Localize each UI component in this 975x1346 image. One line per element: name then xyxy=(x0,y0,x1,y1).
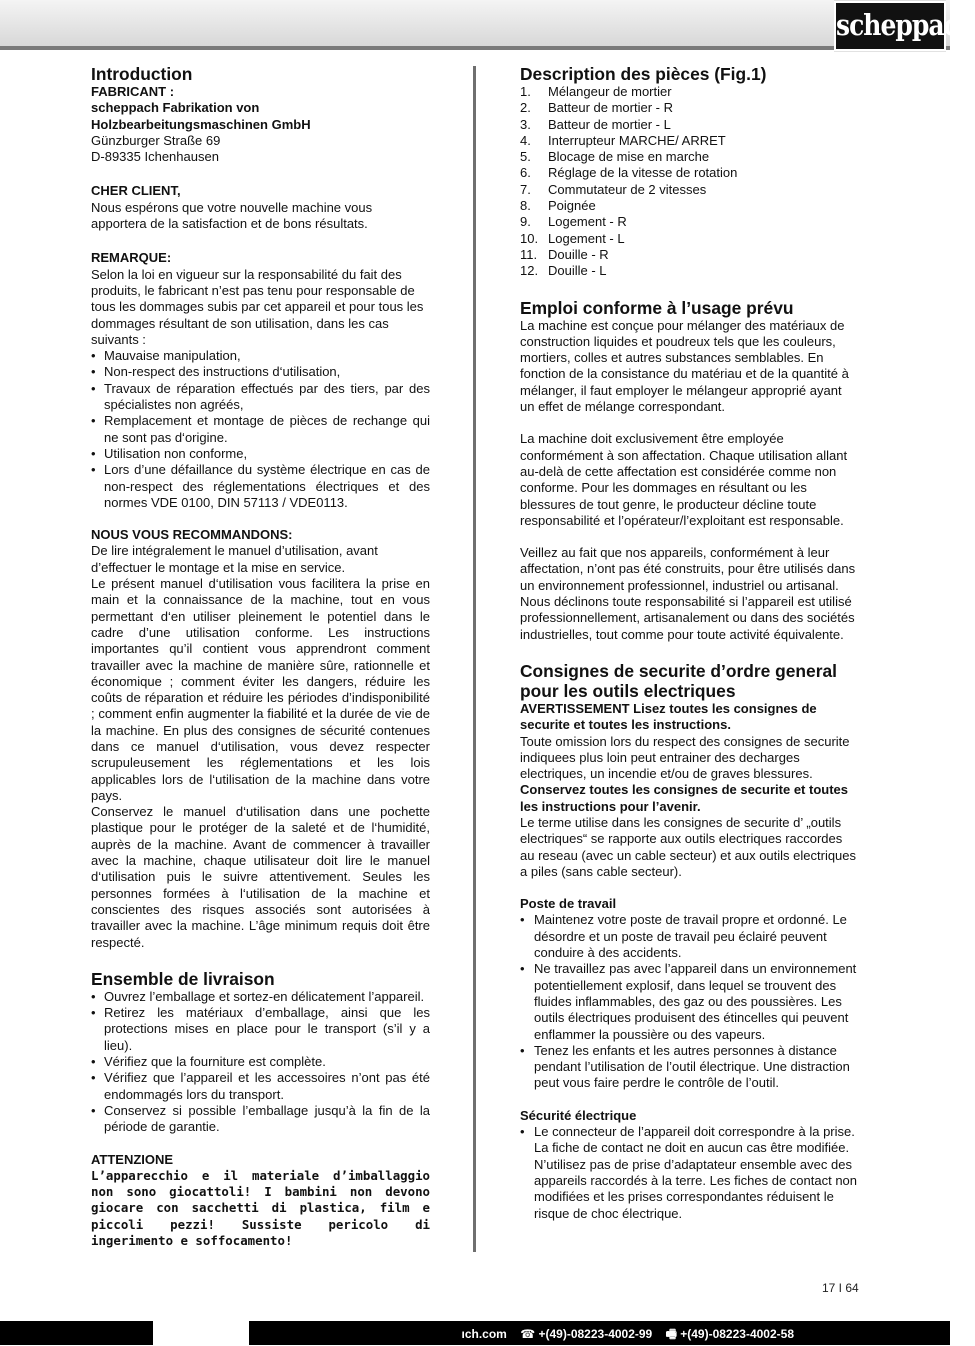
city-address: D-89335 Ichenhausen xyxy=(91,149,219,165)
list-item: • Non-respect des instructions d‘utilisation, xyxy=(91,364,430,380)
page-number: 17 I 64 xyxy=(822,1281,859,1295)
list-item: • Conservez si possible l’emballage jusqu’à la fin de la période de garantie. xyxy=(91,1103,430,1136)
list-item: • Retirez les matériaux d’emballage, ainsi que les protections mises en place pour le transport (s’il y a lieu). xyxy=(91,1005,430,1054)
list-item: • Vérifiez que l’appareil et les accessoires n’ont pas été endommagés lors du transport. xyxy=(91,1070,430,1103)
pieces-heading: Description des pièces (Fig.1) xyxy=(520,64,767,84)
list-item: 8. Poignée xyxy=(520,198,596,214)
header-bar xyxy=(0,0,975,50)
emploi-heading: Emploi conforme à l’usage prévu xyxy=(520,297,794,318)
list-item: 1. Mélangeur de mortier xyxy=(520,84,672,99)
list-item: 2. Batteur de mortier - R xyxy=(520,100,673,116)
list-item: • Ouvrez l’emballage et sortez-en délicatement l’appareil. xyxy=(91,989,430,1005)
fax-number: 🖷 +(49)-08223-4002-58 xyxy=(665,1327,794,1341)
footer-contact xyxy=(452,1325,795,1346)
recommandons-paragraph-1: De lire intégralement le manuel d’utilisation, avant d’effectuer le montage et la mise en service. xyxy=(91,543,378,575)
pieces-list xyxy=(520,84,858,280)
list-item: 5. Blocage de mise en marche xyxy=(520,149,710,165)
attenzione-heading: ATTENZIONE xyxy=(91,1151,174,1167)
list-item: 9. Logement - R xyxy=(520,214,627,230)
consignes-heading: Consignes de securite d’ordre general pour les outils electriques xyxy=(520,660,837,701)
list-item: • Ne travaillez pas avec l’appareil dans un environnement potentiellement explosif, dans lequel se trouvent des fluides inflammables, des gaz ou des poussières. Les outils électriques produisent des étincelles qui peuvent enflammer la poussière ou des vapeurs. xyxy=(520,961,858,1042)
cher-client-text: Nous espérons que votre nouvelle machine vous apportera de la satisfaction et de bons résultats. xyxy=(91,199,373,232)
omission-text: Toute omission lors du respect des consignes de securite indiquees plus loin peut entrainer des decharges electriques, un incendie et/ou de graves blessures. xyxy=(520,733,850,782)
poste-list xyxy=(520,912,858,1091)
emploi-paragraph-1: La machine est conçue pour mélanger des matériaux de construction liquides et poudreux tels que les couleurs, mortiers, colles et autres substances semblables. En fonction de la consistance du matériau et de la quantité à mélanger, il faut employer le mélangeur approprié ayant un effet de mélange correspondant. xyxy=(520,317,849,415)
fabricant-label: FABRICANT : xyxy=(91,84,175,99)
recommandons-paragraph-3: Conservez le manuel d‘utilisation dans une pochette plastique pour le protéger de la saleté et de l‘humidité, auprès de la machine. Avant de commencer à travailler avec la machine, chaque utilisateur doit lire le manuel d‘utilisation puis le suivre attentivement. Seules les personnes formées à l‘utilisation de la machine et conscientes des risques associés sont autorisées à travailler avec la machine. L’âge minimum requis doit être respecté. xyxy=(91,804,430,950)
recommandons-paragraph-2: Le présent manuel d‘utilisation vous facilitera la prise en main et la connaissance de la machine, tout en vous permettant d‘en utiliser pleinement le potentiel dans le cadre d’une utilisation conforme. Les instructions importantes qu’il contient vous apprendront comment travailler avec la machine de manière sûre, rationnelle et économique ; comment éviter les dangers, réduire les coûts de réparation et réduire les périodes d’indisponibilité ; comment enfin augmenter la fiabilité et la durée de vie de la machine. En plus des consignes de sécurité contenues dans ce manuel d‘utilisation, vous devez respecter scrupuleusement les réglementations et les lois applicables lors de l‘utilisation de la machine dans votre pays. xyxy=(91,576,430,803)
terme-text: Le terme utilise dans les consignes de securite d’ „outils electriques“ se rapporte aux outils electriques raccordes au reseau (avec un cable secteur) et aux outils electriques a piles (sans cable secteur). xyxy=(520,814,857,879)
emploi-paragraph-2: La machine doit exclusivement être employée conformément à son affectation. Chaque utilisation allant au-delà de cette affectation est considérée comme non conforme. Pour les dommages en résultant ou les blessures de tout genre, le producteur décline toute responsabilité et l’opérateur/l’exploitant est responsable. xyxy=(520,431,848,528)
left-column xyxy=(91,64,430,1249)
company-name: scheppach Fabrikation von Holzbearbeitungsmaschinen GmbH xyxy=(91,100,311,132)
remarque-text: Selon la loi en vigueur sur la responsabilité du fait des produits, le fabricant n’est pas tenu pour responsable de tous les dommages subis par cet appareil et pour tous les dommages résultant de son utilisation, dans les cas suivants : xyxy=(91,266,424,347)
list-item: 6. Réglage de la vitesse de rotation xyxy=(520,165,738,181)
list-item: • Tenez les enfants et les autres personnes à distance pendant l’utilisation de l’outil électrique. Une distraction peut vous faire perdre le contrôle de l’outil. xyxy=(520,1043,858,1092)
phone-number: ☎ +(49)-08223-4002-99 xyxy=(520,1327,653,1341)
avertissement-text: AVERTISSEMENT Lisez toutes les consignes de securite et toutes les instructions. xyxy=(520,700,817,733)
list-item: • Vérifiez que la fourniture est complète. xyxy=(91,1054,430,1070)
list-item: • Le connecteur de l’appareil doit correspondre à la prise. La fiche de contact ne doit en aucun cas être modifiée. N’utilisez pas de prise d’adaptateur ensemble avec des appareils raccordés à la terre. Les fiches de contact non modifiées et les prises correspondantes réduisent le risque de choc électrique. xyxy=(520,1124,858,1222)
footer-white-block xyxy=(153,1321,249,1345)
brand-logo: scheppach xyxy=(834,1,946,52)
list-item: • Travaux de réparation effectués par des tiers, par des spécialistes non agréés, xyxy=(91,381,430,414)
street-address: Günzburger Straße 69 xyxy=(91,132,221,148)
intro-heading: Introduction xyxy=(91,64,193,84)
cher-client-heading: CHER CLIENT, xyxy=(91,183,181,199)
livraison-list xyxy=(91,989,430,1136)
list-item: 4. Interrupteur MARCHE/ ARRET xyxy=(520,132,726,148)
emploi-paragraph-3: Veillez au fait que nos appareils, conformément à leur affectation, n’ont pas été construits, pour être utilisés dans un environnement professionnel, industriel ou artisanal. Nous déclinons toute responsabilité si l’appareil est utilisé professionnellement, artisanalement ou dans des sociétés industrielles, tout comme pour toute activité équivalente. xyxy=(520,545,856,642)
attenzione-text: L’apparecchio e il materiale d’imballaggio non sono giocattoli! I bambini non devono giocare con sacchetti di plastica, film e piccoli pezzi! Sussiste pericolo di ingerimento e soffocamento! xyxy=(91,1167,430,1248)
website-link[interactable]: ıch.com xyxy=(461,1327,507,1341)
livraison-heading: Ensemble de livraison xyxy=(91,968,275,989)
conservez-text: Conservez toutes les consignes de securite et toutes les instructions pour l’avenir. xyxy=(520,782,848,814)
list-item: 3. Batteur de mortier - L xyxy=(520,116,671,132)
securite-heading: Sécurité électrique xyxy=(520,1107,637,1123)
list-item: • Utilisation non conforme, xyxy=(91,446,430,462)
recommandons-heading: NOUS VOUS RECOMMANDONS: xyxy=(91,527,293,543)
column-divider xyxy=(473,66,476,1252)
remarque-heading: REMARQUE: xyxy=(91,250,172,266)
list-item: 12. Douille - L xyxy=(520,263,607,279)
list-item: • Remplacement et montage de pièces de rechange qui ne sont pas d‘origine. xyxy=(91,413,430,446)
list-item: • Mauvaise manipulation, xyxy=(91,348,430,364)
right-column xyxy=(520,64,858,1222)
securite-list xyxy=(520,1124,858,1222)
footer-bar xyxy=(0,1321,950,1345)
list-item: • Lors d’une défaillance du système électrique en cas de non-respect des réglementations électriques et des normes VDE 0100, DIN 57113 / VDE0113. xyxy=(91,462,430,511)
list-item: • Maintenez votre poste de travail propre et ordonné. Le désordre et un poste de travail peu éclairé peuvent conduire à des accidents. xyxy=(520,912,858,961)
remarque-list xyxy=(91,348,430,511)
list-item: 10. Logement - L xyxy=(520,230,625,246)
list-item: 7. Commutateur de 2 vitesses xyxy=(520,181,707,197)
poste-heading: Poste de travail xyxy=(520,896,617,912)
list-item: 11. Douille - R xyxy=(520,246,609,262)
